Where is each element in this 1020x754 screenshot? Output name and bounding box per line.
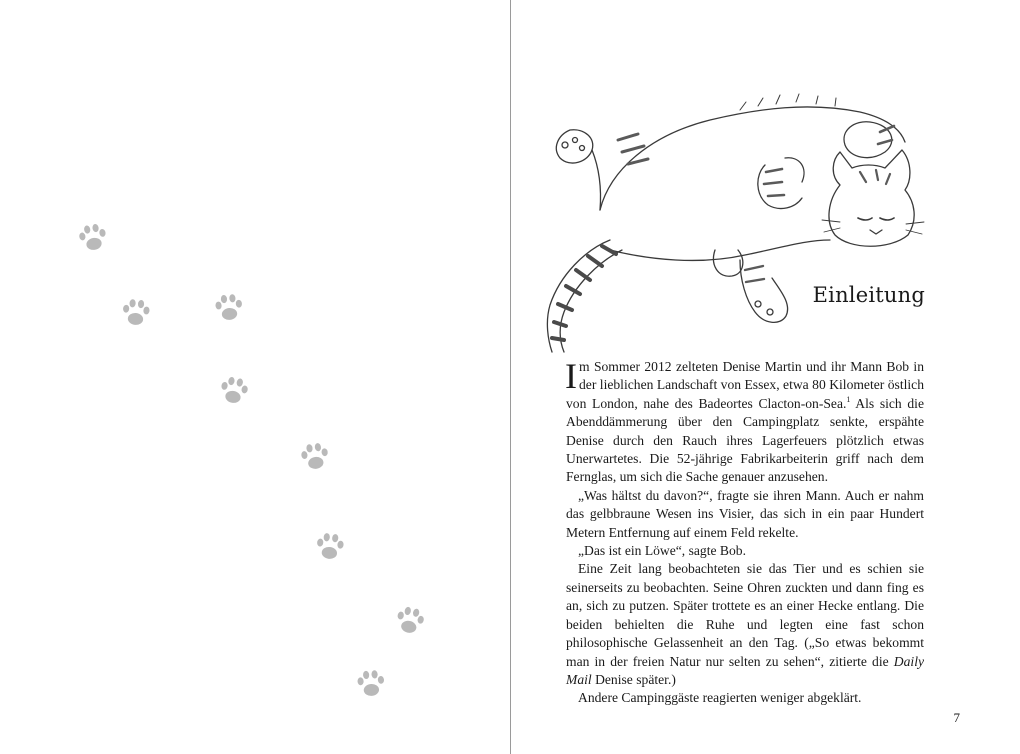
paw-print-icon	[311, 528, 348, 565]
paw-print-icon	[211, 290, 248, 327]
paragraph: „Das ist ein Löwe“, sagte Bob.	[578, 543, 746, 559]
paw-print-icon	[118, 295, 155, 332]
paragraph-text: Eine Zeit lang beobachteten sie das Tier und es schien sie seinerseits zu beobachten. Seine Ohren zuckten und dann fing es an, sich zu putzen. Später trottete es an einer Hecke entlang. Die beiden behielten die Ruhe und legten eine fast schon philosophische Gelassenheit an den Tag. („So etwas bekommt man in der freien Natur nur selten zu sehen“, zitierte die	[566, 561, 924, 669]
sleeping-cat-illustration	[540, 90, 930, 355]
newspaper-name: Daily Mail	[566, 653, 924, 687]
paw-print-icon	[353, 666, 389, 702]
page-number: 7	[953, 710, 960, 725]
paragraph: „Was hältst du davon?“, fragte sie ihren Mann. Auch er nahm das gelbbraune Wesen ins Visier, das sich in ein paar Hundert Metern Entfernung auf einem Feld rekelte.	[566, 487, 924, 540]
chapter-title: Einleitung	[812, 283, 925, 307]
paragraph	[566, 358, 924, 487]
paw-print-icon	[73, 218, 112, 257]
drop-cap: I	[565, 356, 577, 396]
footnote-marker: 1	[846, 394, 851, 404]
paw-print-icon	[296, 438, 334, 476]
paragraph-text: Als sich die Abenddämmerung über den Campingplatz senkte, erspähte Denise durch den Rauch ihres Lagerfeuers plötzlich etwas Unerwartetes. Die 52-jährige Fabrikarbeiterin griff nach dem Fernglas, um sich die Sache genauer anzusehen.	[566, 395, 924, 485]
paw-print-icon	[390, 601, 430, 641]
paragraph-text: m Sommer 2012 zelteten Denise Martin und ihr Mann Bob in der lieblichen Landschaft von Essex, etwa 80 Kilometer östlich von London, nahe des Badeortes Clacton-on-Sea.	[566, 359, 924, 411]
paragraph	[566, 560, 924, 689]
paragraph: Andere Campinggäste reagierten weniger abgeklärt.	[578, 690, 862, 706]
paw-print-icon	[214, 371, 253, 410]
paragraph-text: Denise später.)	[591, 671, 676, 687]
chapter-body-text	[566, 358, 924, 708]
